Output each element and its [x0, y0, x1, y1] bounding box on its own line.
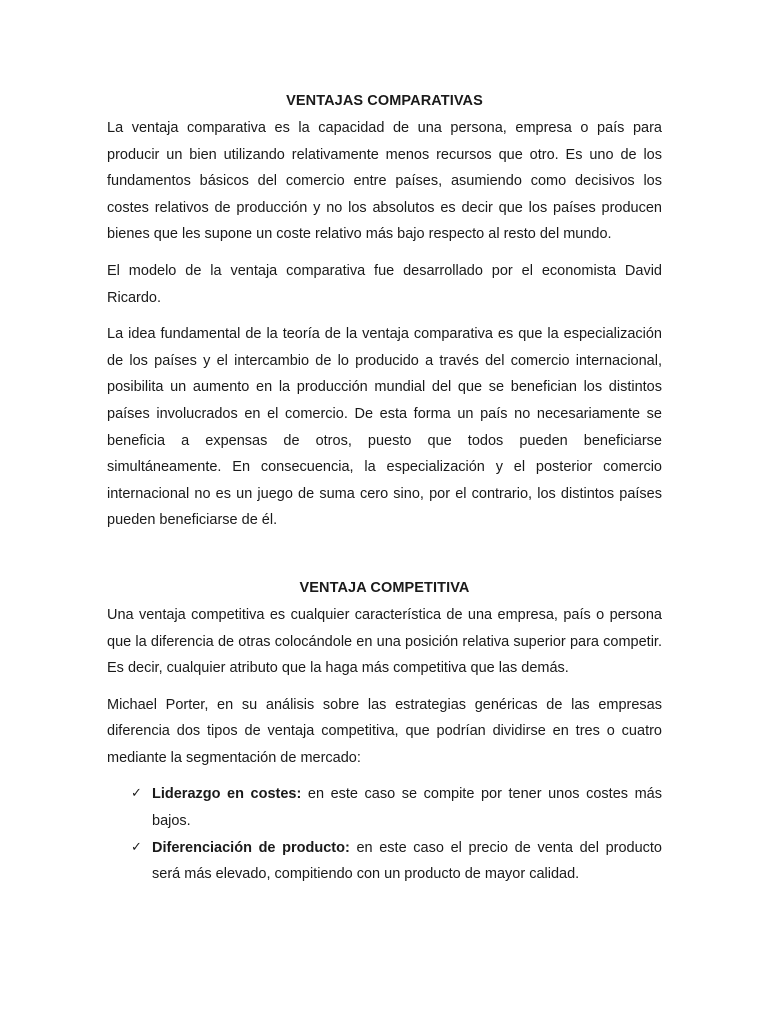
checklist [107, 781, 662, 887]
section-spacer [107, 544, 662, 576]
list-item-term: Liderazgo en costes: [152, 786, 302, 803]
list-item [131, 781, 662, 834]
section-title-ventaja-competitiva: VENTAJA COMPETITIVA [299, 579, 470, 596]
paragraph: La idea fundamental de la teoría de la ventaja comparativa es que la especialización de los países y el intercambio de lo producido a través del comercio internacional, posibilita un aumento en la producción mundial del que se benefician los distintos países involucrados en el comercio. De esta forma un país no necesariamente se beneficia a expensas de otros, puesto que todos pueden beneficiarse simultáneamente. En consecuencia, la especialización y el posterior comercio internacional no es un juego de suma cero sino, por el contrario, los distintos países pueden beneficiarse de él. [107, 326, 662, 529]
paragraph: Una ventaja competitiva es cualquier característica de una empresa, país o persona que la diferencia de otras colocándole en una posición relativa superior para competir. Es decir, cualquier atributo que la haga más competitiva que las demás. [107, 606, 662, 677]
paragraph: La ventaja comparativa es la capacidad de una persona, empresa o país para producir un bien utilizando relativamente menos recursos que otro. Es uno de los fundamentos básicos del comercio entre países, asumiendo como decisivos los costes relativos de producción y no los absolutos es decir que los países producen bienes que les supone un coste relativo más bajo respecto al resto del mundo. [107, 120, 662, 243]
checkmark-icon: ✓ [131, 786, 142, 802]
list-item-term: Diferenciación de producto: [152, 839, 350, 856]
list-item-text: en este caso el precio de venta del producto será más elevado, compitiendo con un producto de mayor calidad. [152, 839, 663, 883]
paragraph: El modelo de la ventaja comparativa fue desarrollado por el economista David Ricardo. [107, 262, 662, 306]
checkmark-icon: ✓ [131, 839, 142, 855]
paragraph: Michael Porter, en su análisis sobre las estrategias genéricas de las empresas diferencia dos tipos de ventaja competitiva, que podrían dividirse en tres o cuatro mediante la segmentación de mercado: [107, 696, 662, 766]
list-item-text: en este caso se compite por tener unos costes más bajos. [152, 786, 662, 830]
section-title-ventajas-comparativas: VENTAJAS COMPARATIVAS [286, 93, 483, 109]
list-item [131, 835, 662, 888]
